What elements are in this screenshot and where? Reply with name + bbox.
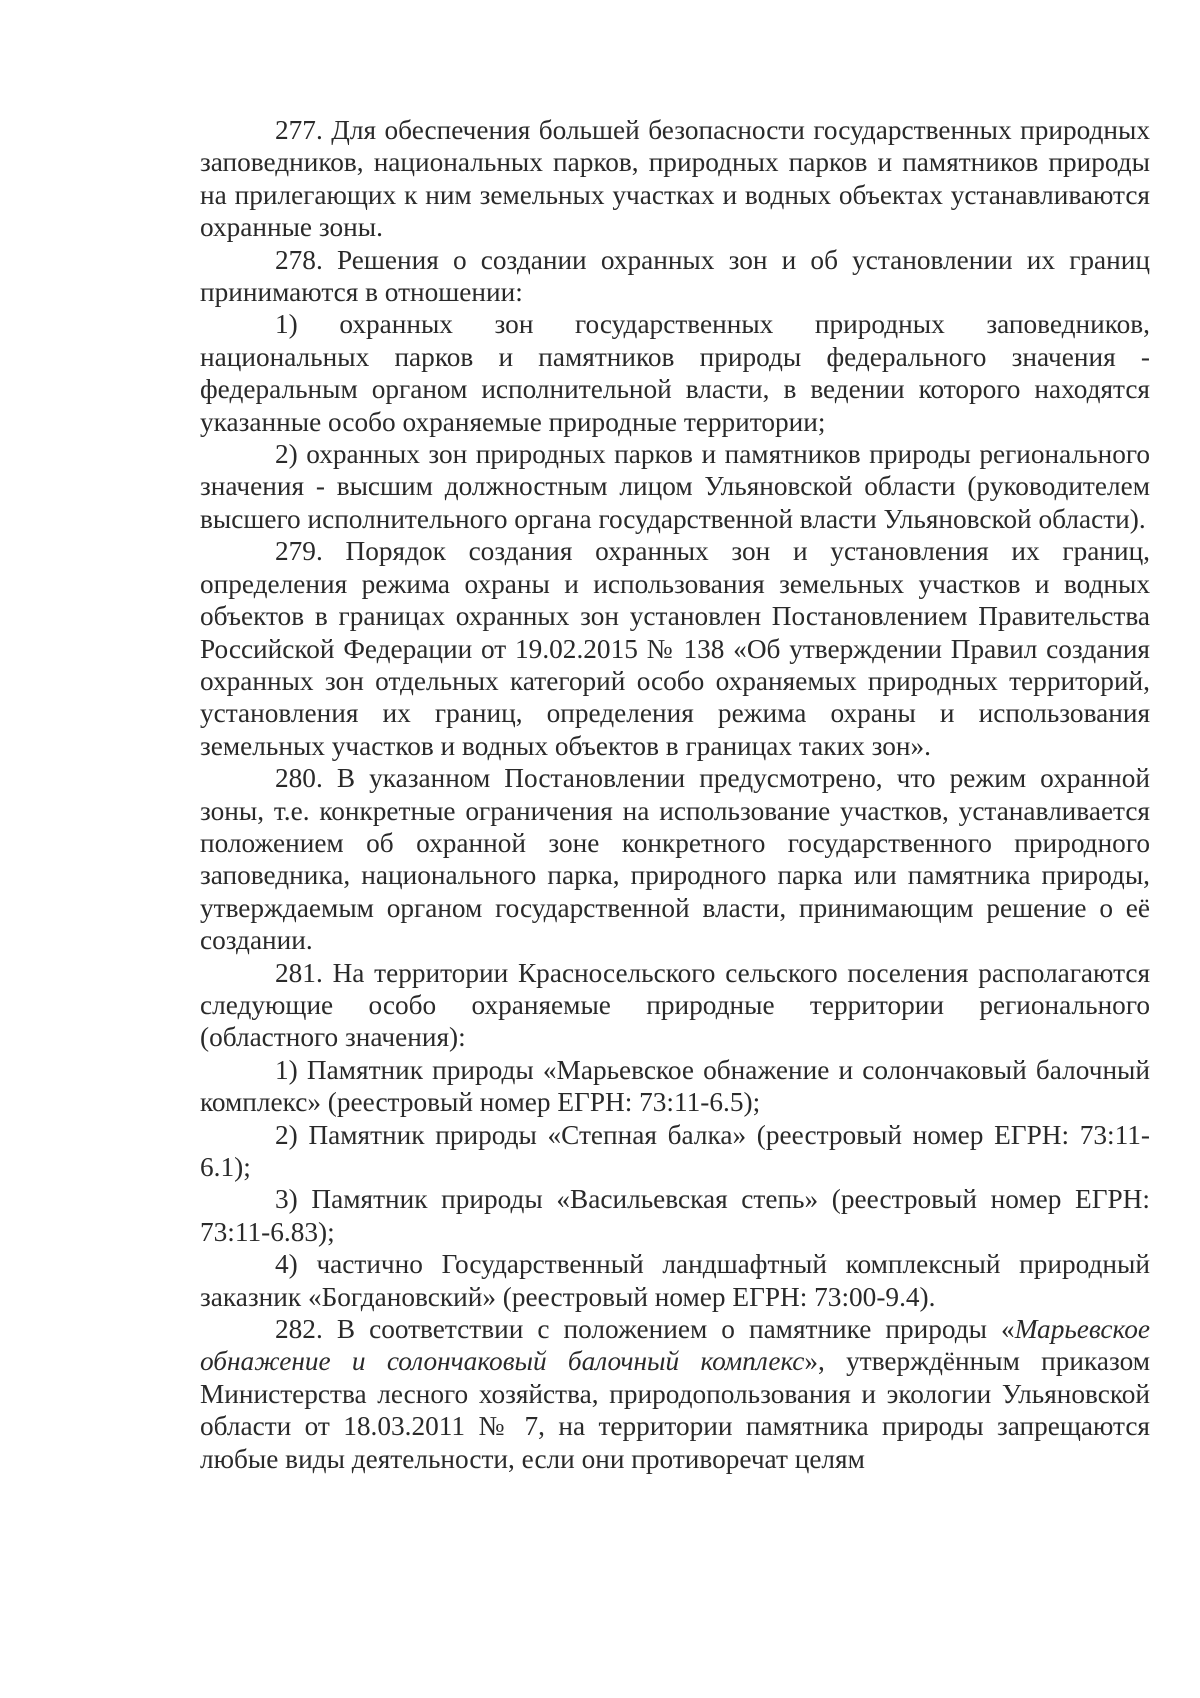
paragraph-277 [200, 114, 1150, 244]
paragraph-text: Для обеспечения большей безопасности государственных природных заповедников, национальных парков, природных парков и памятников природы на прилегающих к ним земельных участках и водных объектах устанавливаются охранные зоны. [200, 115, 1150, 243]
paragraph-280 [200, 762, 1150, 956]
list-item-text: Памятник природы «Васильевская степь» (реестровый номер ЕГРН: 73:11-6.83); [200, 1184, 1150, 1247]
paragraph-italic-title: Марьевское обнажение и солончаковый балочный комплекс [200, 1314, 1150, 1377]
paragraph-282 [200, 1313, 1150, 1475]
list-item-number: 1) [275, 309, 298, 340]
list-item-281-1 [200, 1054, 1150, 1119]
list-item-number: 3) [275, 1184, 298, 1215]
paragraph-278 [200, 244, 1150, 309]
list-item-number: 1) [275, 1054, 298, 1085]
paragraph-number: 278. [275, 244, 323, 275]
paragraph-text-before: В соответствии с положением о памятнике природы « [336, 1314, 1015, 1345]
list-item-281-2 [200, 1119, 1150, 1184]
paragraph-number: 280. [275, 763, 323, 794]
list-item-text: охранных зон государственных природных заповедников, национальных парков и памятников природы федерального значения - федеральным органом исполнительной власти, в ведении которого находятся указанные особо охраняемые природные территории; [200, 309, 1150, 437]
list-item-text: Памятник природы «Степная балка» (реестровый номер ЕГРН: 73:11-6.1); [200, 1119, 1151, 1182]
paragraph-number: 277. [275, 115, 323, 145]
paragraph-text: В указанном Постановлении предусмотрено, что режим охранной зоны, т.е. конкретные ограничения на использование участков, устанавливается положением об охранной зоне конкретного государственного природного заповедника, национального парка, природного парка или памятника природы, утверждаемым органом государственной власти, принимающим решение о её создании. [200, 763, 1151, 956]
list-item-281-4 [200, 1248, 1150, 1313]
list-item-number: 2) [275, 1119, 298, 1150]
paragraph-number: 282. [275, 1314, 323, 1345]
list-item-number: 4) [275, 1249, 298, 1280]
paragraph-number: 281. [275, 957, 323, 988]
paragraph-text: На территории Красносельского сельского поселения располагаются следующие особо охраняемые природные территории регионального (областного значения): [200, 957, 1151, 1053]
list-item-text: частично Государственный ландшафтный комплексный природный заказник «Богдановский» (реестровый номер ЕГРН: 73:00-9.4). [200, 1249, 1150, 1312]
paragraph-279 [200, 535, 1150, 762]
list-item-281-3 [200, 1183, 1150, 1248]
list-item-text: охранных зон природных парков и памятников природы регионального значения - высшим должностным лицом Ульяновской области (руководителем высшего исполнительного органа государственной власти Ульяновской области). [200, 439, 1151, 534]
paragraph-281 [200, 957, 1150, 1054]
paragraph-text: Порядок создания охранных зон и установления их границ, определения режима охраны и использования земельных участков и водных объектов в границах охранных зон установлен Постановлением Правительства Российской Федерации от 19.02.2015 № 138 «Об утверждении Правил создания охранных зон отдельных категорий особо охраняемых природных территорий, установления их границ, определения режима охраны и использования земельных участков и водных объектов в границах таких зон». [200, 536, 1151, 761]
list-item-278-2 [200, 438, 1150, 535]
paragraph-number: 279. [275, 536, 323, 567]
list-item-278-1 [200, 308, 1150, 438]
list-item-number: 2) [275, 439, 298, 470]
list-item-text: Памятник природы «Марьевское обнажение и солончаковый балочный комплекс» (реестровый номер ЕГРН: 73:11-6.5); [200, 1054, 1151, 1118]
document-page [200, 114, 1150, 1475]
paragraph-text-after: », утверждённым приказом Министерства лесного хозяйства, природопользования и экологии Ульяновской области от 18.03.2011 № 7, на территории памятника природы запрещаются любые виды деятельности, если они противоречат целям [200, 1346, 1150, 1474]
paragraph-text: Решения о создании охранных зон и об установлении их границ принимаются в отношении: [200, 244, 1150, 308]
